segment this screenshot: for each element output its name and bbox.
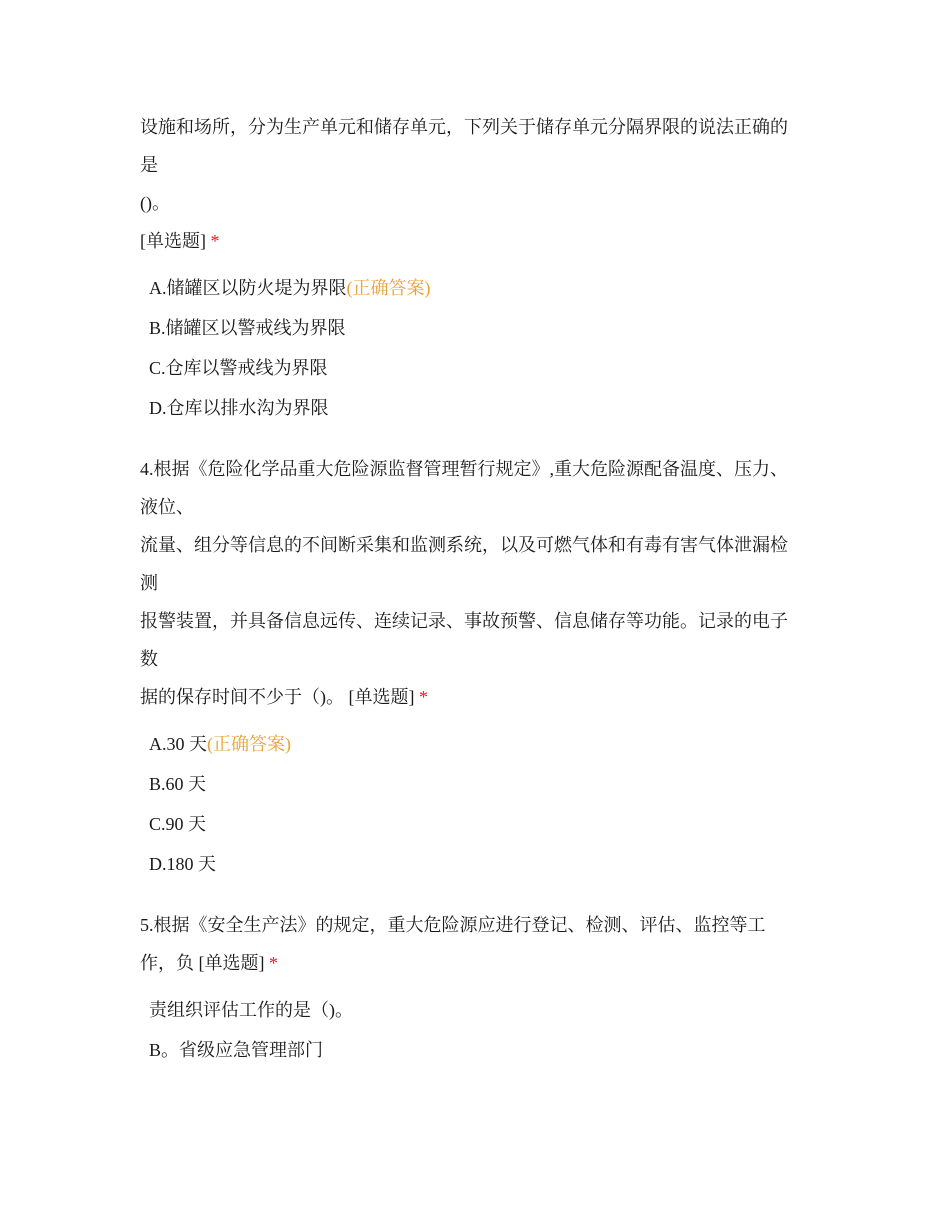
question-4-option-d[interactable]: [140, 844, 820, 884]
option-text: A.储罐区以防火堤为界限: [149, 278, 347, 298]
question-type-label: [单选题]: [198, 953, 265, 973]
correct-answer-label: (正确答案): [207, 734, 291, 754]
question-4-option-c[interactable]: [140, 804, 820, 844]
question-3-line-1: 设施和场所，分为生产单元和储存单元，下列关于储存单元分隔界限的说法正确的: [140, 117, 788, 137]
option-text: C.仓库以警戒线为界限: [149, 358, 328, 378]
question-3-type-line: [140, 222, 820, 260]
question-5: [140, 906, 820, 1070]
question-5-line-1: 5.根据《安全生产法》的规定，重大危险源应进行登记、检测、评估、监控等工: [140, 915, 766, 935]
question-4-line-2: 液位、: [140, 497, 194, 517]
question-4-line-7: [140, 678, 820, 716]
question-5-options: [140, 990, 820, 1070]
question-4: [140, 450, 820, 884]
question-5-line-2: [140, 944, 820, 982]
question-4-line-1: 4.根据《危险化学品重大危险源监督管理暂行规定》,重大危险源配备温度、压力、: [140, 459, 788, 479]
question-5-line-2-text: 作，负: [140, 953, 194, 973]
question-4-line-3: 流量、组分等信息的不间断采集和监测系统，以及可燃气体和有毒有害气体泄漏检: [140, 535, 788, 555]
question-3-option-d[interactable]: [140, 388, 820, 428]
option-text: 责组织评估工作的是（)。: [149, 1000, 353, 1020]
question-3-option-b[interactable]: [140, 308, 820, 348]
option-text: B。省级应急管理部门: [149, 1040, 324, 1060]
question-4-last-line: 据的保存时间不少于（)。: [140, 687, 344, 707]
spacer: [140, 884, 820, 906]
document-page: [140, 108, 820, 1070]
correct-answer-label: (正确答案): [346, 278, 431, 298]
question-4-option-b[interactable]: [140, 764, 820, 804]
option-text: B.储罐区以警戒线为界限: [149, 318, 346, 338]
spacer: [140, 428, 820, 450]
question-type-label: [单选题]: [348, 687, 415, 707]
option-text: B.60 天: [149, 774, 207, 794]
option-text: A.30 天: [149, 734, 207, 754]
option-text: D.仓库以排水沟为界限: [149, 398, 329, 418]
question-3-option-a[interactable]: [140, 268, 820, 308]
question-3: [140, 108, 820, 428]
question-type-label: [单选题]: [140, 231, 206, 251]
required-mark: *: [269, 953, 278, 973]
question-5-option-1[interactable]: [140, 990, 820, 1030]
question-3-option-c[interactable]: [140, 348, 820, 388]
question-4-options: [140, 724, 820, 884]
question-4-line-6: 数: [140, 649, 158, 669]
question-5-option-2[interactable]: [140, 1030, 820, 1070]
question-4-option-a[interactable]: [140, 724, 820, 764]
question-4-line-5: 报警装置，并具备信息远传、连续记录、事故预警、信息储存等功能。记录的电子: [140, 611, 788, 631]
option-text: C.90 天: [149, 814, 207, 834]
required-mark: *: [419, 687, 428, 707]
question-3-line-2: 是: [140, 155, 158, 175]
question-4-line-4: 测: [140, 573, 158, 593]
question-3-line-3: ()。: [140, 193, 170, 213]
question-3-options: [140, 268, 820, 428]
required-mark: *: [210, 231, 220, 251]
option-text: D.180 天: [149, 854, 216, 874]
